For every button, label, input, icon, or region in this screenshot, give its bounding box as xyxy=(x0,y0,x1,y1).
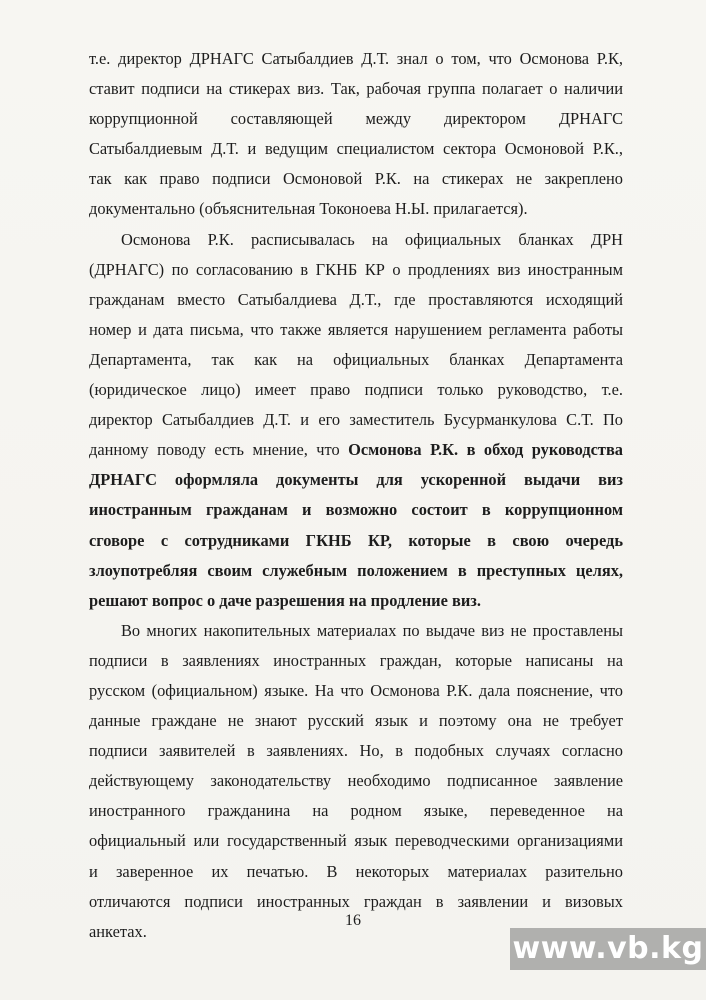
text-segment: гражданам вместо Сатыбалдиева Д.Т., где проставляются исходящий xyxy=(89,289,623,309)
text-line xyxy=(89,526,623,556)
text-line xyxy=(89,736,623,766)
text-segment: анкетах. xyxy=(89,921,147,941)
text-segment: документально (объяснительная Токоноева Н.Ы. прилагается). xyxy=(89,199,528,219)
text-segment: коррупционной составляющей между директором ДРНАГС xyxy=(89,109,623,129)
text-segment: Сатыбалдиевым Д.Т. и ведущим специалистом сектора Осмоновой Р.К., xyxy=(89,139,623,159)
text-segment: (ДРНАГС) по согласованию в ГКНБ КР о продлениях виз иностранным xyxy=(89,259,623,279)
text-line xyxy=(89,285,623,315)
text-segment: подписи заявителей в заявлениях. Но, в подобных случаях согласно xyxy=(89,741,623,761)
text-segment: иностранного гражданина на родном языке, переведенное на xyxy=(89,801,623,821)
text-line xyxy=(89,104,623,134)
text-segment: ставит подписи на стикерах виз. Так, рабочая группа полагает о наличии xyxy=(89,79,623,99)
text-segment: отличаются подписи иностранных граждан в заявлении и визовых xyxy=(89,891,623,911)
text-line xyxy=(89,465,623,495)
bold-text: злоупотребляя своим служебным положением в преступных целях, xyxy=(89,560,623,580)
text-segment: так как право подписи Осмоновой Р.К. на стикерах не закреплено xyxy=(89,169,623,189)
text-segment: русском (официальном) языке. На что Осмонова Р.К. дала пояснение, что xyxy=(89,680,623,700)
text-line xyxy=(89,194,623,224)
text-segment: (юридическое лицо) имеет право подписи только руководство, т.е. xyxy=(89,380,623,400)
text-line xyxy=(89,44,623,74)
text-line xyxy=(89,225,623,255)
text-line xyxy=(89,646,623,676)
watermark-logo: www.vb.kg xyxy=(510,928,706,970)
text-line xyxy=(89,586,623,616)
text-segment: данному поводу есть мнение, что xyxy=(89,440,349,460)
text-line xyxy=(89,74,623,104)
text-line xyxy=(89,556,623,586)
text-line xyxy=(89,345,623,375)
text-line xyxy=(89,405,623,435)
text-segment: действующему законодательству необходимо подписанное заявление xyxy=(89,771,623,791)
text-segment: данные граждане не знают русский язык и поэтому она не требует xyxy=(89,711,623,731)
text-line xyxy=(89,495,623,525)
page-number: 16 xyxy=(345,912,361,929)
bold-text: Осмонова Р.К. в обход руководства xyxy=(348,440,623,460)
text-line xyxy=(89,375,623,405)
paragraph xyxy=(89,44,623,225)
text-segment: подписи в заявлениях иностранных граждан, которые написаны на xyxy=(89,650,623,670)
bold-text: иностранным гражданам и возможно состоит в коррупционном xyxy=(89,500,623,520)
text-segment: директор Сатыбалдиев Д.Т. и его заместитель Бусурманкулова С.Т. По xyxy=(89,410,623,430)
text-line xyxy=(89,255,623,285)
paragraph xyxy=(89,616,623,947)
text-line xyxy=(89,796,623,826)
text-segment: Департамента, так как на официальных бланках Департамента xyxy=(89,349,623,369)
paragraph xyxy=(89,225,623,616)
text-line xyxy=(89,766,623,796)
text-segment: официальный или государственный язык переводческими организациями xyxy=(89,831,623,851)
bold-text: ДРНАГС оформляла документы для ускоренной выдачи виз xyxy=(89,470,623,490)
bold-text: сговоре с сотрудниками ГКНБ КР, которые в свою очередь xyxy=(89,530,623,550)
text-segment: Во многих накопительных материалах по выдаче виз не проставлены xyxy=(121,620,623,640)
text-line xyxy=(89,706,623,736)
text-line xyxy=(89,676,623,706)
text-segment: Осмонова Р.К. расписывалась на официальных бланках ДРН xyxy=(121,229,623,249)
text-line xyxy=(89,826,623,856)
text-segment: т.е. директор ДРНАГС Сатыбалдиев Д.Т. знал о том, что Осмонова Р.К, xyxy=(89,49,623,68)
text-line xyxy=(89,164,623,194)
text-line xyxy=(89,315,623,345)
text-segment: номер и дата письма, что также является нарушением регламента работы xyxy=(89,319,623,339)
text-segment: и заверенное их печатью. В некоторых материалах разительно xyxy=(89,861,623,881)
text-line xyxy=(89,616,623,646)
text-line xyxy=(89,857,623,887)
bold-text: решают вопрос о даче разрешения на продление виз. xyxy=(89,590,481,610)
document-body xyxy=(89,44,623,947)
text-line xyxy=(89,435,623,465)
text-line xyxy=(89,134,623,164)
